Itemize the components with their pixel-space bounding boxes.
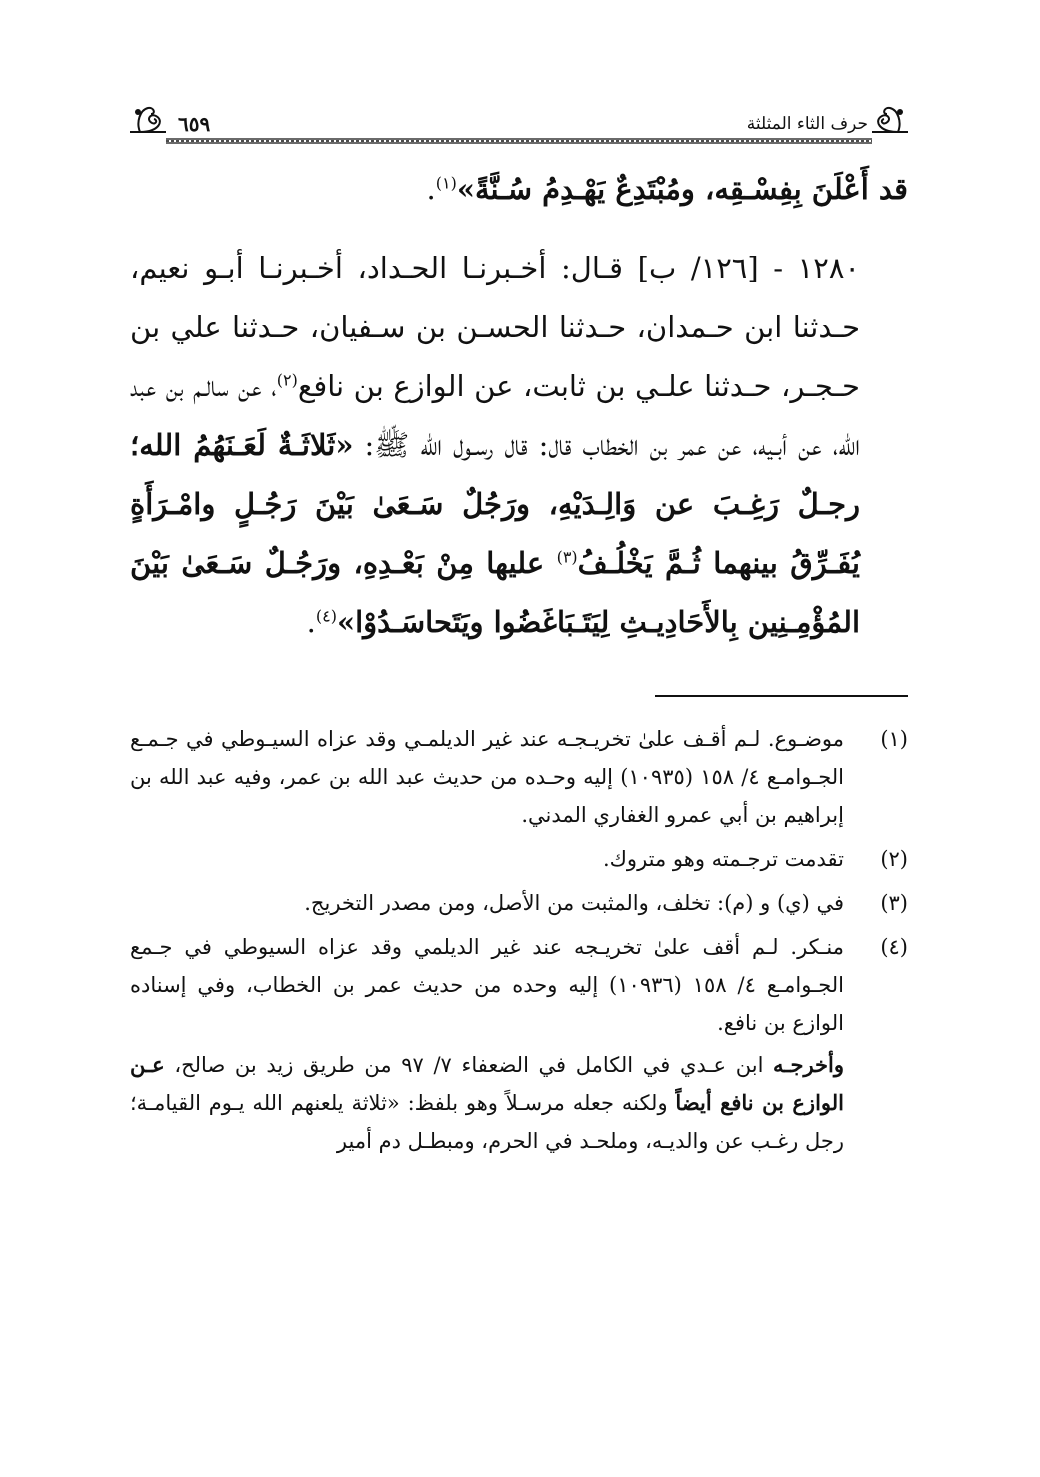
- paragraph-end: .: [426, 172, 436, 206]
- ornament-left-icon: [130, 102, 170, 138]
- hadith-text-b: عليها مِنْ بَعْـدِهِ، ورَجُـلٌ سَـعَىٰ بَيْنَ المُؤْمِـنِين بِالأَحَادِيـثِ لِيَتَـبَاغَضُوا ويَتَحاسَـدُوْا»: [130, 546, 860, 639]
- footnote-ref-2: (٢): [276, 370, 298, 390]
- page-header: [130, 92, 908, 150]
- footnotes: [130, 720, 908, 1160]
- footnote-cont-text: ولكنه جعله مرسـلاً وهو بلفظ: «ثلاثة يلعنهم الله يـوم القيامـة؛ رجل رغـب عن والديـه، وملحـد في الحرم، ومبطـل دم أمير: [130, 1091, 844, 1153]
- footnote-4: [130, 928, 908, 1042]
- isnad-text-b: ، عن سالـم بن عبد الله، عن أبـيه، عن عمر بن الخطاب قال: قال رسـول الله ﷺ:: [130, 369, 860, 462]
- footnote-text: موضـوع. لـم أقـف علىٰ تخريـجـه عند غير الديلمـي وقد عزاه السيـوطي في جـمـع الجـوامـع ٤/ ١٥٨ (١٠٩٣٥) إليه وحـده من حديث عبد الله بن عمر، وفيه عبد الله بن إبراهيم بن أبي عمرو الغفاري المدني.: [130, 727, 844, 827]
- footnote-text: تقدمت ترجـمته وهو متروك.: [602, 847, 844, 871]
- footnote-text: في (ي) و (م): تخلف، والمثبت من الأصل، ومن مصدر التخريج.: [304, 891, 844, 915]
- main-text: [130, 160, 908, 652]
- footnote-text: منـكر. لـم أقف علىٰ تخريـجه عند غير الديلمي وقد عزاه السيوطي في جـمع الجـوامـع ٤/ ١٥٨ (١٠٩٣٦) إليه وحده من حديث عمر بن الخطاب، وفي إسناده الوازع بن نافع.: [130, 935, 844, 1035]
- footnote-3: [130, 884, 908, 922]
- footnote-number: (٣): [880, 891, 908, 915]
- footnote-number: (١): [880, 727, 908, 751]
- footnote-cont-text: ابن عـدي في الكامل في الضعفاء ٧/ ٩٧ من طريق زيد بن صالح،: [164, 1053, 774, 1077]
- paragraph-end: .: [306, 605, 316, 639]
- footnote-1: [130, 720, 908, 834]
- footnote-ref-1: (١): [435, 173, 457, 193]
- header-rule: [166, 138, 872, 144]
- footnote-number: (٢): [880, 847, 908, 871]
- emphasis-text: وأخرجـه: [773, 1052, 844, 1077]
- footnote-separator: [655, 695, 908, 697]
- hadith-text-a: «ثَلاثَـةٌ لَعَـنَهُمُ الله؛ رجـلٌ رَغِـبَ عن وَالِـدَيْهِ، ورَجُلٌ سَـعَىٰ بَيْنَ رَجُـلٍ وامْـرَأَةٍ يُفَـرِّقُ بينهما ثُـمَّ يَخْلُـفُ: [130, 428, 860, 580]
- paragraph-continuation: [130, 160, 908, 219]
- ornament-right-icon: [868, 102, 908, 138]
- paragraph-1280: [130, 239, 908, 652]
- emphasis-text: عـن الوازع بن نافع أيضاً: [130, 1052, 844, 1115]
- footnote-number: (٤): [880, 935, 908, 959]
- page-number: ٦٥٩: [178, 112, 211, 136]
- isnad-text-a: ١٢٨٠ - [١٢٦/ ب] قـال: أخـبرنـا الحـداد، أخـبرنـا أبـو نعيم، حـدثنا ابن حـمدان، حـدثنا الحسـن بن سـفيان، حـدثنا علي بن حـجـر، حـدثنا علـي بن ثابت، عن الوازع بن نافع: [130, 251, 860, 403]
- chapter-title: حرف الثاء المثلثة: [746, 114, 868, 134]
- footnote-ref-4: (٤): [315, 606, 337, 626]
- footnote-4-continuation: [130, 1046, 908, 1160]
- footnote-ref-3: (٣): [556, 547, 578, 567]
- hadith-text-end: قد أَعْلَنَ بِفِسْـقِه، ومُبْتَدِعٌ يَهْـدِمُ سُـنَّةً»: [456, 172, 908, 206]
- footnote-2: [130, 840, 908, 878]
